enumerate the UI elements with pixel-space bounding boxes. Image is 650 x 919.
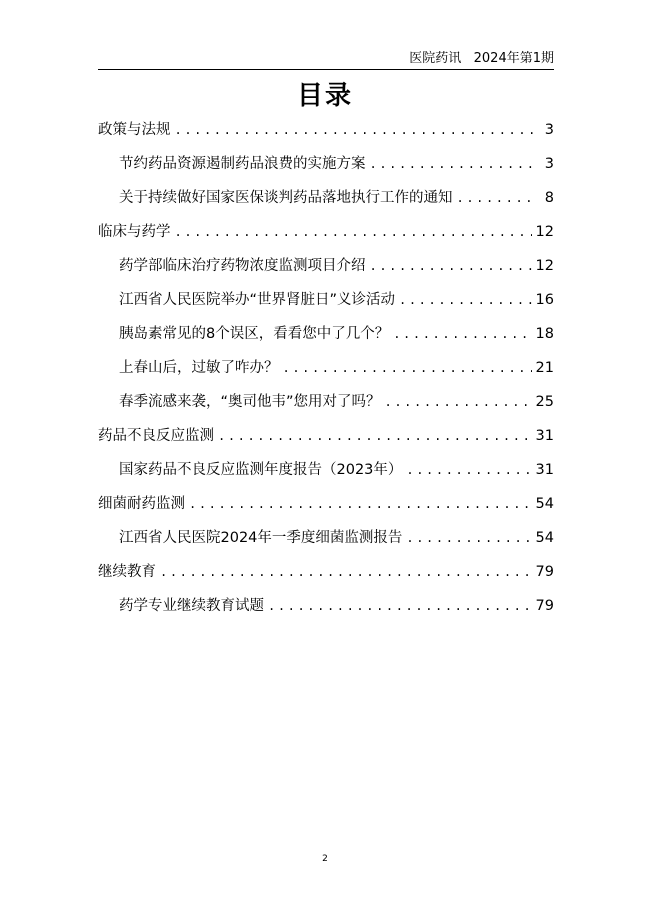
- toc-leader-dots: [406, 459, 531, 481]
- toc-article-entry[interactable]: [98, 255, 554, 289]
- toc-leader-dots: [160, 561, 532, 583]
- toc-entry-label: 节约药品资源遏制药品浪费的实施方案: [119, 156, 366, 172]
- toc-entry-page: 79: [535, 564, 554, 580]
- toc-leader-dots: [189, 493, 532, 515]
- toc-article-entry[interactable]: [98, 289, 554, 323]
- toc-entry-page: 18: [535, 326, 554, 342]
- toc-entry-page: 25: [535, 394, 554, 410]
- toc-entry-label: 药学部临床治疗药物浓度监测项目介绍: [119, 258, 366, 274]
- toc-article-entry[interactable]: [98, 357, 554, 391]
- toc-article-entry[interactable]: [98, 153, 554, 187]
- toc-leader-dots: [370, 153, 537, 175]
- toc-entry-page: 31: [535, 462, 554, 478]
- toc-entry-page: 21: [535, 360, 554, 376]
- toc-entry-label: 胰岛素常见的8个误区，看看您中了几个？: [119, 326, 390, 342]
- toc-article-entry[interactable]: [98, 527, 554, 561]
- toc-section-entry[interactable]: [98, 221, 554, 255]
- toc-leader-dots: [399, 289, 532, 311]
- toc-leader-dots: [370, 255, 532, 277]
- toc-entry-page: 3: [544, 122, 554, 138]
- toc-entry-label: 江西省人民医院举办“世界肾脏日”义诊活动: [119, 292, 396, 308]
- toc-entry-page: 16: [535, 292, 554, 308]
- toc-leader-dots: [385, 391, 532, 413]
- toc-entry-label: 关于持续做好国家医保谈判药品落地执行工作的通知: [119, 190, 453, 206]
- toc-article-entry[interactable]: [98, 323, 554, 357]
- toc-section-entry[interactable]: [98, 119, 554, 153]
- toc-entry-page: 3: [544, 156, 554, 172]
- running-header: 医院药讯 2024年第1期: [409, 51, 554, 66]
- table-of-contents: [98, 119, 554, 629]
- toc-entry-page: 31: [535, 428, 554, 444]
- toc-leader-dots: [283, 357, 532, 379]
- page-number: 2: [322, 854, 328, 864]
- toc-entry-page: 12: [535, 224, 554, 240]
- toc-entry-label: 政策与法规: [98, 122, 171, 138]
- toc-entry-label: 上春山后，过敏了咋办？: [119, 360, 279, 376]
- toc-article-entry[interactable]: [98, 459, 554, 493]
- toc-article-entry[interactable]: [98, 391, 554, 425]
- toc-entry-label: 国家药品不良反应监测年度报告（2023年）: [119, 462, 403, 478]
- toc-section-entry[interactable]: [98, 425, 554, 459]
- toc-entry-label: 药学专业继续教育试题: [119, 598, 264, 614]
- toc-leader-dots: [457, 187, 537, 209]
- toc-leader-dots: [268, 595, 532, 617]
- toc-entry-page: 8: [544, 190, 554, 206]
- toc-entry-page: 54: [535, 530, 554, 546]
- toc-article-entry[interactable]: [98, 187, 554, 221]
- toc-leader-dots: [175, 119, 537, 141]
- page-title: 目录: [296, 81, 353, 111]
- toc-entry-label: 临床与药学: [98, 224, 171, 240]
- toc-section-entry[interactable]: [98, 561, 554, 595]
- toc-entry-label: 细菌耐药监测: [98, 496, 185, 512]
- toc-section-entry[interactable]: [98, 493, 554, 527]
- toc-entry-label: 春季流感来袭，“奥司他韦”您用对了吗？: [119, 394, 381, 410]
- toc-leader-dots: [406, 527, 531, 549]
- toc-entry-label: 继续教育: [98, 564, 156, 580]
- toc-leader-dots: [218, 425, 532, 447]
- toc-entry-page: 54: [535, 496, 554, 512]
- toc-entry-label: 药品不良反应监测: [98, 428, 214, 444]
- header-rule: [98, 69, 554, 70]
- toc-article-entry[interactable]: [98, 595, 554, 629]
- toc-entry-page: 12: [535, 258, 554, 274]
- toc-leader-dots: [393, 323, 531, 345]
- toc-leader-dots: [175, 221, 532, 243]
- toc-entry-label: 江西省人民医院2024年一季度细菌监测报告: [119, 530, 403, 546]
- toc-entry-page: 79: [535, 598, 554, 614]
